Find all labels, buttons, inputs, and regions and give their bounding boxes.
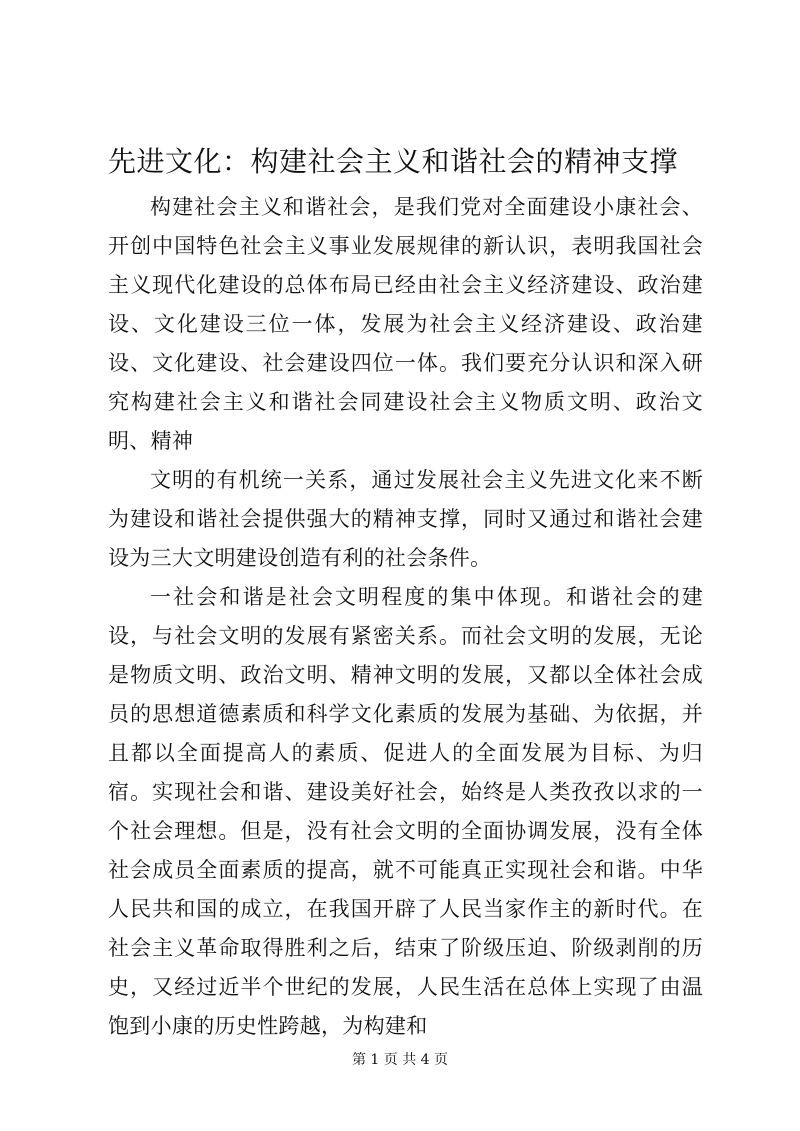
document-body	[108, 188, 703, 1046]
paragraph: 构建社会主义和谐社会，是我们党对全面建设小康社会、开创中国特色社会主义事业发展规律的新认识，表明我国社会主义现代化建设的总体布局已经由社会主义经济建设、政治建设、文化建设三位一体，发展为社会主义经济建设、政治建设、文化建设、社会建设四位一体。我们要充分认识和深入研究构建社会主义和谐社会同建设社会主义物质文明、政治文明、精神	[108, 195, 703, 453]
page-footer: 第 1 页 共 4 页	[351, 1052, 449, 1068]
document-title: 先进文化：构建社会主义和谐社会的精神支撑	[108, 145, 679, 178]
paragraph: 文明的有机统一关系，通过发展社会主义先进文化来不断为建设和谐社会提供强大的精神支撑，同时又通过和谐社会建设为三大文明建设创造有利的社会条件。	[108, 468, 703, 570]
paragraph: 一社会和谐是社会文明程度的集中体现。和谐社会的建设，与社会文明的发展有紧密关系。而社会文明的发展，无论是物质文明、政治文明、精神文明的发展，又都以全体社会成员的思想道德素质和科学文化素质的发展为基础、为依据，并且都以全面提高人的素质、促进人的全面发展为目标、为归宿。实现社会和谐、建设美好社会，始终是人类孜孜以求的一个社会理想。但是，没有社会文明的全面协调发展，没有全体社会成员全面素质的提高，就不可能真正实现社会和谐。中华人民共和国的成立，在我国开辟了人民当家作主的新时代。在社会主义革命取得胜利之后，结束了阶级压迫、阶级剥削的历史，又经过近半个世纪的发展，人民生活在总体上实现了由温饱到小康的历史性跨越，为构建和	[108, 585, 703, 1038]
